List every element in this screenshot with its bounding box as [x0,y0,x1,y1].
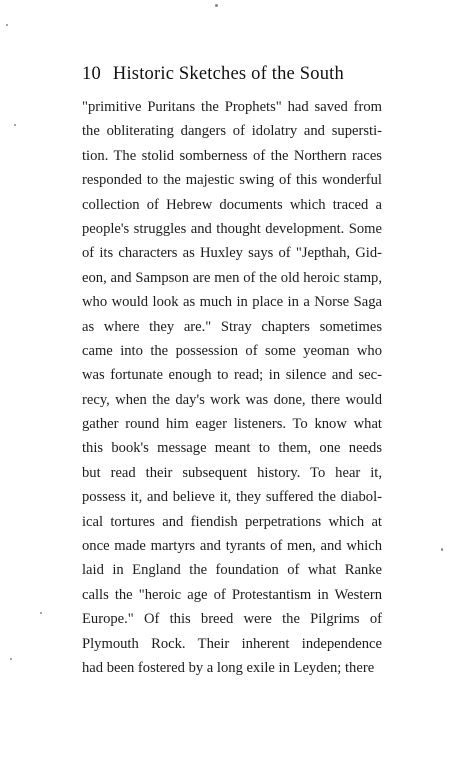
text-line: people's struggles and thought development. Some [82,220,382,237]
scan-speck [14,124,16,126]
text-line: but read their subsequent history. To hear it, [82,464,382,481]
text-line: eon, and Sampson are men of the old heroic stamp, [82,269,382,286]
text-line: recy, when the day's work was done, there would [82,391,382,408]
text-line: ical tortures and fiendish perpetrations which at [82,513,382,530]
text-line: "primitive Puritans the Prophets" had saved from [82,99,382,115]
text-line: who would look as much in place in a Norse Saga [82,294,382,311]
text-line: as where they are." Stray chapters sometimes [82,318,382,335]
scan-speck [441,548,443,551]
text-line: collection of Hebrew documents which traced a [82,196,382,213]
text-line: calls the "heroic age of Protestantism in Western [82,586,382,603]
text-line: once made martyrs and tyrants of men, and which [82,538,382,555]
body-text [82,95,382,680]
text-line: Europe." Of this breed were the Pilgrims of [82,611,382,628]
text-line: laid in England the foundation of what Ranke [82,562,382,579]
text-line: responded to the majestic swing of this wonderful [82,172,382,189]
text-line: possess it, and believe it, they suffered the diabol- [82,489,382,506]
text-line: came into the possession of some yeoman who [82,342,382,359]
text-line: of its characters as Huxley says of "Jepthah, Gid- [82,245,382,262]
running-header [82,64,382,85]
scan-speck [6,24,8,26]
text-line: gather round him eager listeners. To know what [82,416,382,433]
running-title: Historic Sketches of the South [112,64,344,84]
text-line: tion. The stolid somberness of the Northern races [82,147,382,164]
scan-speck [10,658,12,660]
text-line: this book's message meant to them, one needs [82,440,382,457]
text-line: had been fostered by a long exile in Leyden; there [82,659,375,676]
page-number: 10 [82,64,101,84]
scan-speck [215,4,218,7]
text-line: the obliterating dangers of idolatry and supersti- [82,123,382,140]
scan-speck [40,612,42,614]
text-line: Plymouth Rock. Their inherent independence [82,635,382,652]
text-line: was fortunate enough to read; in silence and sec- [82,367,382,384]
